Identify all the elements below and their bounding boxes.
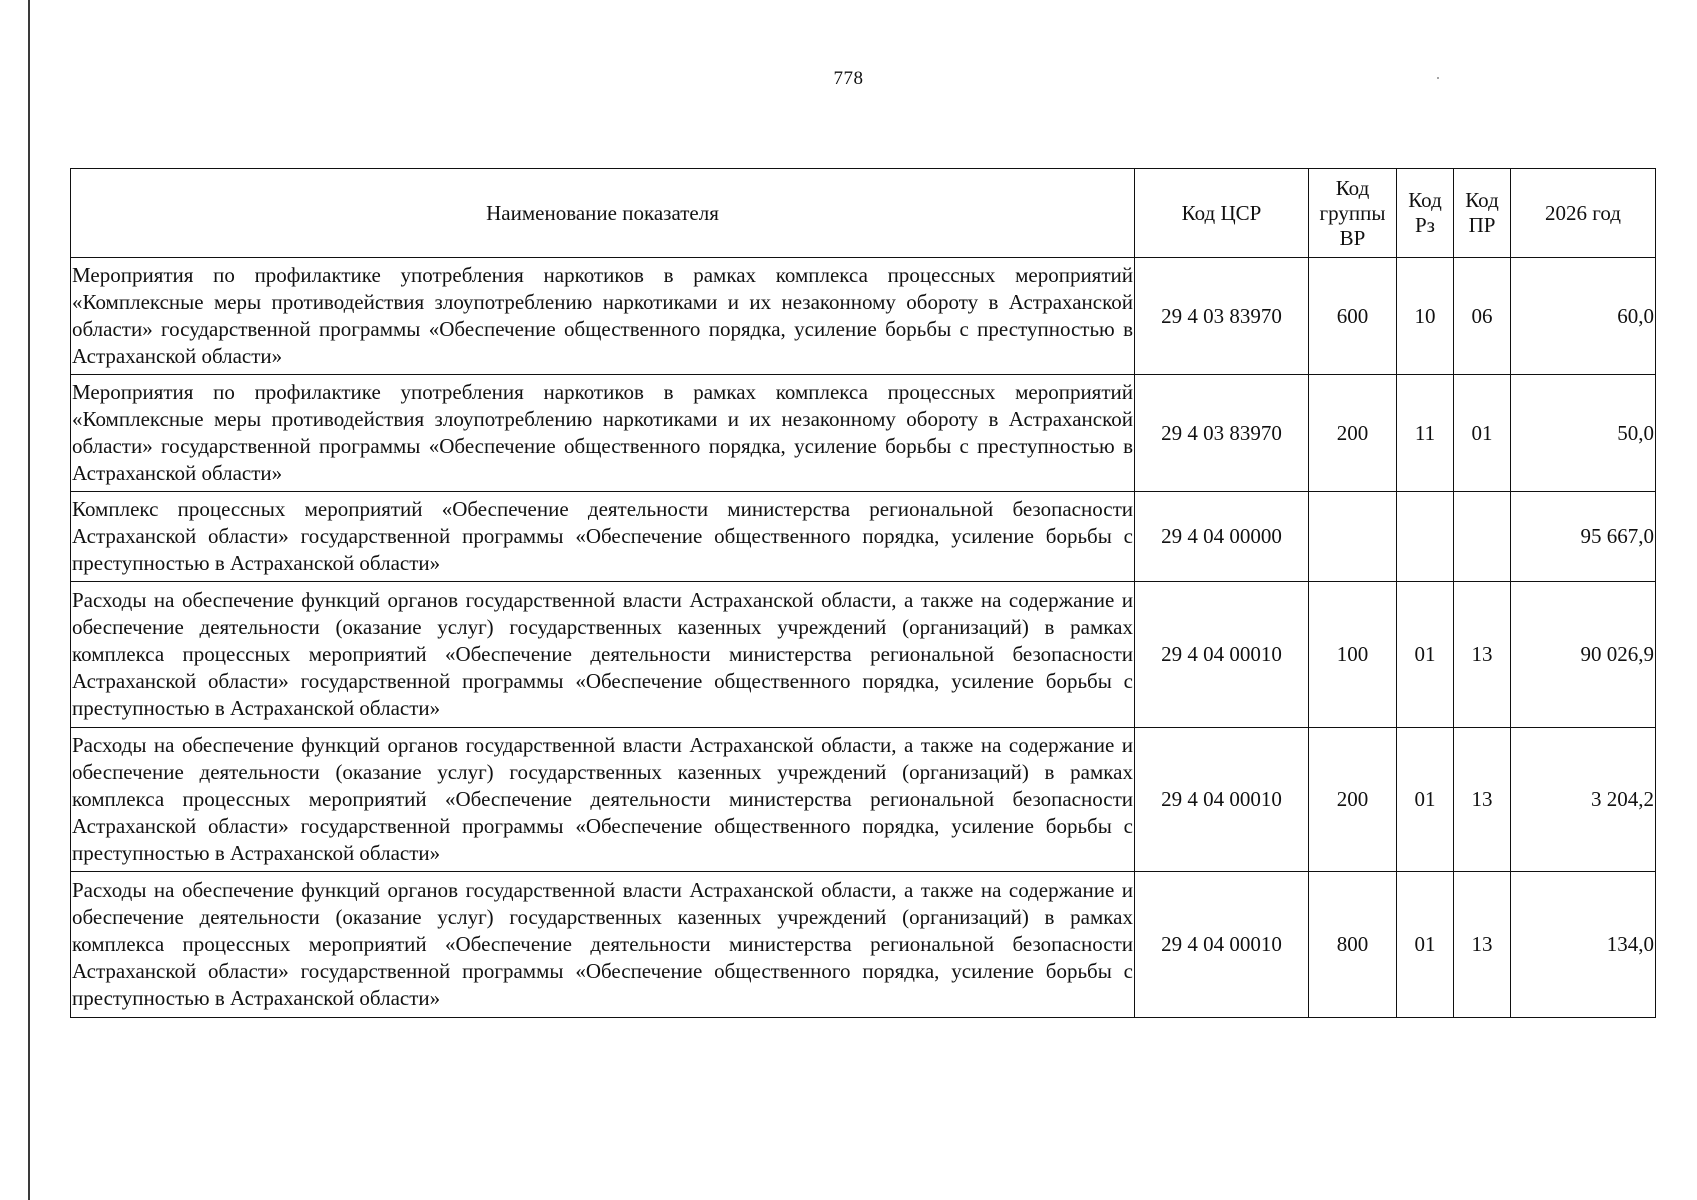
- header-pr: Код ПР: [1454, 169, 1511, 258]
- cell-rz: [1397, 492, 1454, 582]
- cell-rz: 10: [1397, 258, 1454, 375]
- cell-pr: 13: [1454, 582, 1511, 728]
- header-year: 2026 год: [1511, 169, 1656, 258]
- header-name: Наименование показателя: [71, 169, 1135, 258]
- cell-vr: 200: [1309, 728, 1397, 872]
- budget-table: [70, 168, 1656, 1018]
- cell-rz: 01: [1397, 728, 1454, 872]
- cell-rz: 01: [1397, 582, 1454, 728]
- cell-name: Комплекс процессных мероприятий «Обеспечение деятельности министерства региональной безопасности Астраханской области» государственной программы «Обеспечение общественного порядка, усиление борьбы с преступностью в Астраханской области»: [71, 492, 1135, 582]
- cell-vr: 100: [1309, 582, 1397, 728]
- table-row: [71, 728, 1656, 872]
- cell-pr: 01: [1454, 375, 1511, 492]
- cell-amount: 3 204,2: [1511, 728, 1656, 872]
- table-header-row: [71, 169, 1656, 258]
- cell-vr: 800: [1309, 872, 1397, 1018]
- cell-pr: 13: [1454, 872, 1511, 1018]
- table-row: [71, 258, 1656, 375]
- page-number: 778: [833, 68, 864, 89]
- table-row: [71, 492, 1656, 582]
- header-csr: Код ЦСР: [1135, 169, 1309, 258]
- cell-csr: 29 4 03 83970: [1135, 258, 1309, 375]
- table-row: [71, 872, 1656, 1018]
- cell-pr: 13: [1454, 728, 1511, 872]
- table-row: [71, 582, 1656, 728]
- cell-csr: 29 4 04 00010: [1135, 872, 1309, 1018]
- cell-rz: 11: [1397, 375, 1454, 492]
- cell-name: Расходы на обеспечение функций органов государственной власти Астраханской области, а также на содержание и обеспечение деятельности (оказание услуг) государственных казенных учреждений (организаций) в рамках комплекса процессных мероприятий «Обеспечение деятельности министерства региональной безопасности Астраханской области» государственной программы «Обеспечение общественного порядка, усиление борьбы с преступностью в Астраханской области»: [71, 728, 1135, 872]
- header-rz: Код Рз: [1397, 169, 1454, 258]
- cell-amount: 95 667,0: [1511, 492, 1656, 582]
- cell-vr: 200: [1309, 375, 1397, 492]
- cell-amount: 50,0: [1511, 375, 1656, 492]
- cell-csr: 29 4 03 83970: [1135, 375, 1309, 492]
- cell-amount: 90 026,9: [1511, 582, 1656, 728]
- scan-edge-line: [28, 0, 30, 1200]
- cell-pr: [1454, 492, 1511, 582]
- cell-vr: 600: [1309, 258, 1397, 375]
- table-row: [71, 375, 1656, 492]
- cell-amount: 60,0: [1511, 258, 1656, 375]
- header-vr: Код группы ВР: [1309, 169, 1397, 258]
- cell-pr: 06: [1454, 258, 1511, 375]
- cell-csr: 29 4 04 00000: [1135, 492, 1309, 582]
- cell-amount: 134,0: [1511, 872, 1656, 1018]
- cell-csr: 29 4 04 00010: [1135, 728, 1309, 872]
- cell-name: Расходы на обеспечение функций органов государственной власти Астраханской области, а также на содержание и обеспечение деятельности (оказание услуг) государственных казенных учреждений (организаций) в рамках комплекса процессных мероприятий «Обеспечение деятельности министерства региональной безопасности Астраханской области» государственной программы «Обеспечение общественного порядка, усиление борьбы с преступностью в Астраханской области»: [71, 582, 1135, 728]
- cell-csr: 29 4 04 00010: [1135, 582, 1309, 728]
- cell-rz: 01: [1397, 872, 1454, 1018]
- cell-name: Мероприятия по профилактике употребления наркотиков в рамках комплекса процессных мероприятий «Комплексные меры противодействия злоупотреблению наркотиками и их незаконному обороту в Астраханской области» государственной программы «Обеспечение общественного порядка, усиление борьбы с преступностью в Астраханской области»: [71, 375, 1135, 492]
- cell-vr: [1309, 492, 1397, 582]
- cell-name: Расходы на обеспечение функций органов государственной власти Астраханской области, а также на содержание и обеспечение деятельности (оказание услуг) государственных казенных учреждений (организаций) в рамках комплекса процессных мероприятий «Обеспечение деятельности министерства региональной безопасности Астраханской области» государственной программы «Обеспечение общественного порядка, усиление борьбы с преступностью в Астраханской области»: [71, 872, 1135, 1018]
- cell-name: Мероприятия по профилактике употребления наркотиков в рамках комплекса процессных мероприятий «Комплексные меры противодействия злоупотреблению наркотиками и их незаконному обороту в Астраханской области» государственной программы «Обеспечение общественного порядка, усиление борьбы с преступностью в Астраханской области»: [71, 258, 1135, 375]
